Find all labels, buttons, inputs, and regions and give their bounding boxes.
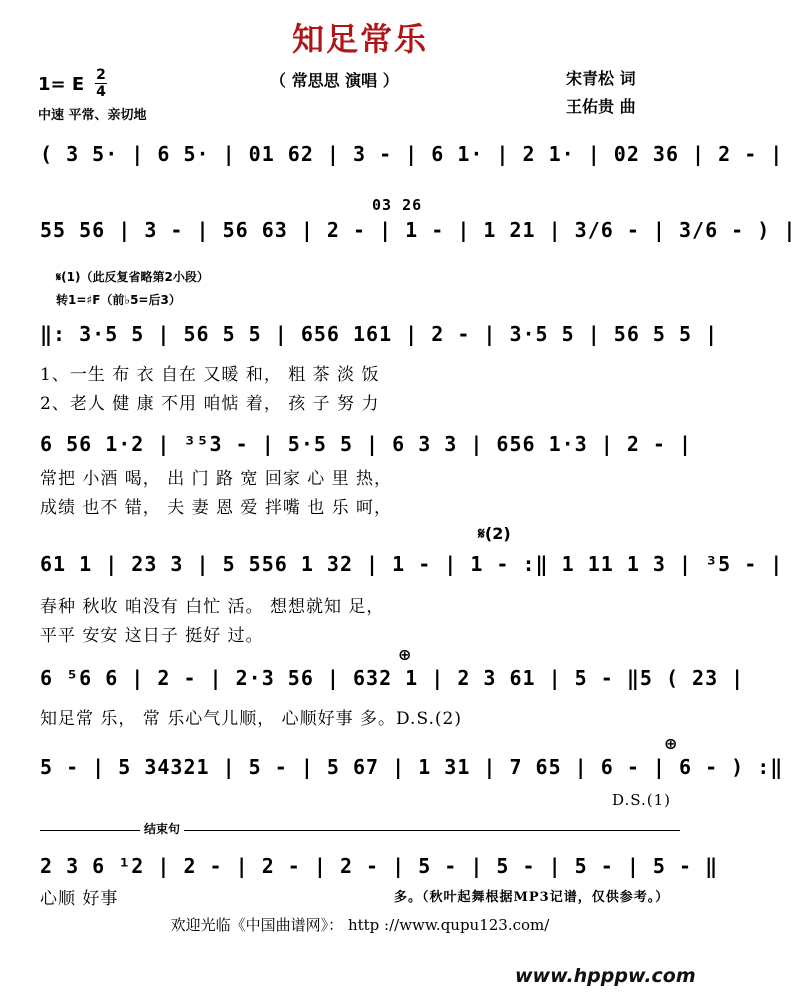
ending-bracket-line xyxy=(40,830,680,831)
lyric-line-8b: 多。（秋叶起舞根据MP3记谱，仅供参考。） xyxy=(394,890,670,905)
music-line-3: ‖: 3·5 5 | 56 5 5 | 656 161 | 2 - | 3·5 5 | 56 5 5 | xyxy=(40,322,719,346)
site-footer: 欢迎光临《中国曲谱网》： http ://www.qupu123.com/ xyxy=(170,916,550,934)
key-signature: 1= E xyxy=(38,74,85,95)
performer-subtitle: （ 常思思 演唱 ） xyxy=(270,71,399,90)
composer-credit: 王佑贵 曲 xyxy=(566,97,636,116)
time-bottom: 4 xyxy=(96,84,106,100)
tempo-marking: 中速 平常、亲切地 xyxy=(38,108,147,123)
time-signature xyxy=(95,68,107,99)
music-line-5: 61 1 | 23 3 | 5 556 1 32 | 1 - | 1 - :‖ 1 11 1 3 | ³5 - | xyxy=(40,552,784,576)
lyric-v1-line-4: 常把 小酒 喝， 出 门 路 宽 回家 心 里 热， xyxy=(40,469,393,489)
lyricist-credit: 宋青松 词 xyxy=(566,69,636,88)
music-line-8: 2 3 6 ¹2 | 2 - | 2 - | 2 - | 5 - | 5 - | 5 - | 5 - ‖ xyxy=(40,854,719,878)
time-top: 2 xyxy=(96,67,106,83)
music-line-2: 55 56 | 3 - | 56 63 | 2 - | 1 - | 1 21 | 3/6 - | 3/6 - ) | xyxy=(40,218,796,242)
page-title: 知足常乐 xyxy=(291,20,428,58)
coda-mark-1: ⊕ xyxy=(398,645,412,664)
watermark: www.hpppw.com xyxy=(515,965,696,987)
lyric-line-8a: 心顺 好事 xyxy=(40,889,119,909)
lyric-v2-line-4: 成绩 也不 错， 夫 妻 恩 爱 拌嘴 也 乐 呵， xyxy=(40,498,393,518)
music-line-7: 5 - | 5 34321 | 5 - | 5 67 | 1 31 | 7 65 | 6 - | 6 - ) :‖ xyxy=(40,755,784,779)
lyric-v1-line-5: 春种 秋收 咱没有 白忙 活。 想想就知 足， xyxy=(40,597,385,617)
music-line-1: ( 3 5· | 6 5· | 01 62 | 3 - | 6 1· | 2 1· | 02 36 | 2 - | xyxy=(40,142,784,166)
lyric-v2-line-3: 2、老人 健 康 不用 咱惦 着， 孩 子 努 力 xyxy=(40,394,380,414)
small-notes-above: 03 26 xyxy=(372,196,423,214)
repeat-note: 𝄋(1)（此反复省略第2小段） xyxy=(56,270,209,284)
coda-mark-2: ⊕ xyxy=(664,734,678,753)
lyric-v2-line-5: 平平 安安 这日子 挺好 过。 xyxy=(40,626,264,646)
lyric-v1-line-3: 1、一生 布 衣 自在 又暖 和， 粗 茶 淡 饭 xyxy=(40,365,380,385)
lyric-line-6: 知足常 乐， 常 乐心气儿顺， 心顺好事 多。D.S.(2) xyxy=(40,709,462,729)
segno-2-mark: 𝄋(2) xyxy=(478,524,511,543)
music-line-6: 6 ⁵6 6 | 2 - | 2·3 56 | 632 1 | 2 3 61 | 5 - ‖5 ( 23 | xyxy=(40,666,745,690)
ds-1-mark: D.S.(1) xyxy=(612,791,672,809)
ending-label: 结束句 xyxy=(140,820,184,837)
music-line-4: 6 56 1·2 | ³⁵3 - | 5·5 5 | 6 3 3 | 656 1·3 | 2 - | xyxy=(40,432,693,456)
modulation-note: 转1=♯F（前♭5=后3） xyxy=(56,293,181,307)
